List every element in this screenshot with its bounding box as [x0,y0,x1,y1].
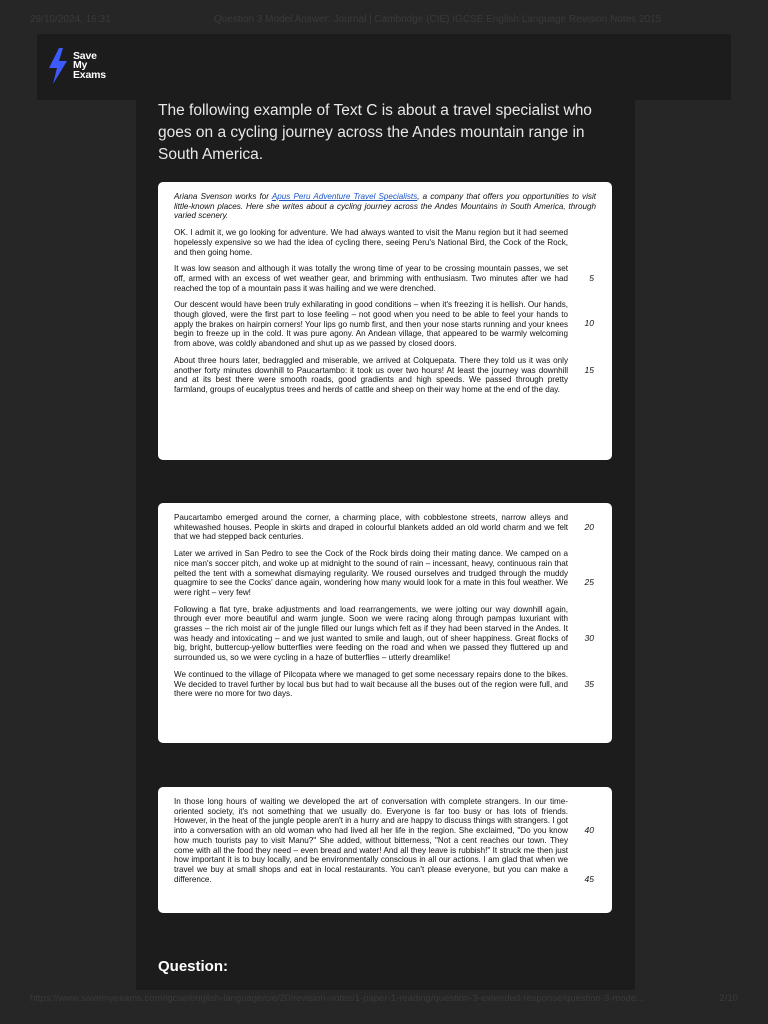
intro-text: The following example of Text C is about a travel specialist who goes on a cycling journey across the Andes mountain range in South America. [158,102,592,163]
line-number: 15 [584,364,594,375]
question-heading: Question: [158,958,228,975]
text-c-excerpt-part-1 [158,182,612,460]
line-number: 5 [589,273,594,284]
line-number: 45 [584,874,594,884]
print-url: https://www.savemyexams.com/igcse/english-language/cie/20/revision-notes/1-paper-1-reading/question-3-extended-response/question-3-mode... [30,993,645,1004]
print-date: 29/10/2024, 16:31 [30,14,111,25]
page-number: 2/10 [719,993,738,1004]
line-number: 10 [584,318,594,329]
logo-wordmark: Save My Exams [73,49,106,81]
paragraph: We continued to the village of Pilcopata where we managed to get some necessary repairs done to the bikes. We decided to travel further by local bus but had to wait because all the buses out of the region were full, and there were no more for two days. 35 [174,669,594,699]
text-c-excerpt-part-2 [158,503,612,743]
lightning-bolt-icon [47,48,69,84]
line-number: 20 [584,522,594,532]
save-my-exams-logo[interactable] [47,48,106,84]
line-number: 30 [584,632,594,643]
main-content [136,100,635,990]
apus-peru-link[interactable]: Apus Peru Adventure Travel Specialists [271,192,418,201]
print-header [0,14,768,30]
line-number: 35 [584,678,594,689]
paragraph: About three hours later, bedraggled and miserable, we arrived at Colquepata. There they told us it was only another forty minutes downhill to Paucartambo: it took us over two hours! At least the journey was downhill and at its best there were smooth roads, good gradients and high speeds. We passed through pretty farmland, groups of eucalyptus trees and herds of cattle and sheep on their way home at the end of the day. 15 [174,355,594,394]
site-header [37,34,731,100]
paragraph: Following a flat tyre, brake adjustments and load rearrangements, we were jolting our way downhill again, through ever more beautiful and warm jungle. Soon we were racing along through pampas luxuriant with grasses – the rich moist air of the jungle filled our lungs which felt as if they had been starved in the Andes. It was heady and intoxicating – and we just wanted to smile and laugh, out of sheer happiness. Great flocks of big, bright, buttercup-yellow butterflies were feeding on the road and when we passed they fluttered up and surrounded us, so we were cycling in a haze of butterflies – utterly dreamlike! 30 [174,604,594,663]
print-title: Question 3 Model Answer: Journal | Cambridge (CIE) IGCSE English Language Revision Notes 2015 [214,14,662,25]
text-c-excerpt-part-3 [158,787,612,913]
excerpt-intro: Ariana Svenson works for Apus Peru Adventure Travel Specialists, a company that offers you opportunities to visit little-known places. Here she writes about a cycling journey across the Andes Mountains in South America, through varied scenery. [174,192,596,221]
paragraph: Paucartambo emerged around the corner, a charming place, with cobblestone streets, narrow alleys and whitewashed houses. People in skirts and draped in colourful blankets added an old world charm and we felt that we had stepped back centuries. 20 [174,513,594,542]
line-number: 25 [584,577,594,588]
line-number: 40 [584,825,594,835]
paragraph: Later we arrived in San Pedro to see the Cock of the Rock birds doing their mating dance. We camped on a nice man's soccer pitch, and woke up at midnight to the sound of rain – incessant, heavy, continuous rain that pelted the tent with a somewhat dismaying regularity. We roused ourselves and trudged through the muddy quagmire to see the Cocks' dance again, wondering how many would look for a mate in this foul weather. We were right – very few! 25 [174,549,594,597]
print-footer [0,993,768,1009]
paragraph: In those long hours of waiting we developed the art of conversation with complete strangers. In our time-oriented society, it's not something that we usually do. Everyone is far too busy or has lots of friends. However, in the heat of the jungle people aren't in a hurry and are happy to discuss things with strangers. I got into a conversation with an old woman who had lived all her life in the region. She exclaimed, "Do you know how much tourists pay to visit Manu?" She added, without bitterness, "Not a cent reaches our town. They come with all the food they need – even bread and water! And all they leave is rubbish!" It struck me then just how important it is to buy locally, and be environmentally conscious in all our actions. I am glad that when we travel we buy at small shops and eat in local restaurants. You can't please everyone, but you can make a difference. 40 45 [174,797,594,884]
paragraph: Our descent would have been truly exhilarating in good conditions – when it's freezing it is hellish. Our hands, though gloved, were the first part to lose feeling – not good when you need to be able to feel your hands to apply the brakes on hairpin corners! Your lips go numb first, and then your nose starts running and your knees begin to freeze up in the cold. It was pure agony. An Andean village, that appeared to be warmly welcoming from above, was coldly abandoned and shut up as we passed by closed doors. 10 [174,300,594,349]
paragraph: It was low season and although it was totally the wrong time of year to be crossing mountain passes, we set off, armed with an excess of wet weather gear, and brimming with enthusiasm. Two minutes after we had reached the top of a mountain pass it was hailing and we were drenched. 5 [174,264,594,293]
paragraph: OK. I admit it, we go looking for adventure. We had always wanted to visit the Manu region but it had seemed hopelessly expensive so we had the idea of cycling there, seeing Peru's National Bird, the Cock of the Rock, and then going home. [174,228,568,257]
